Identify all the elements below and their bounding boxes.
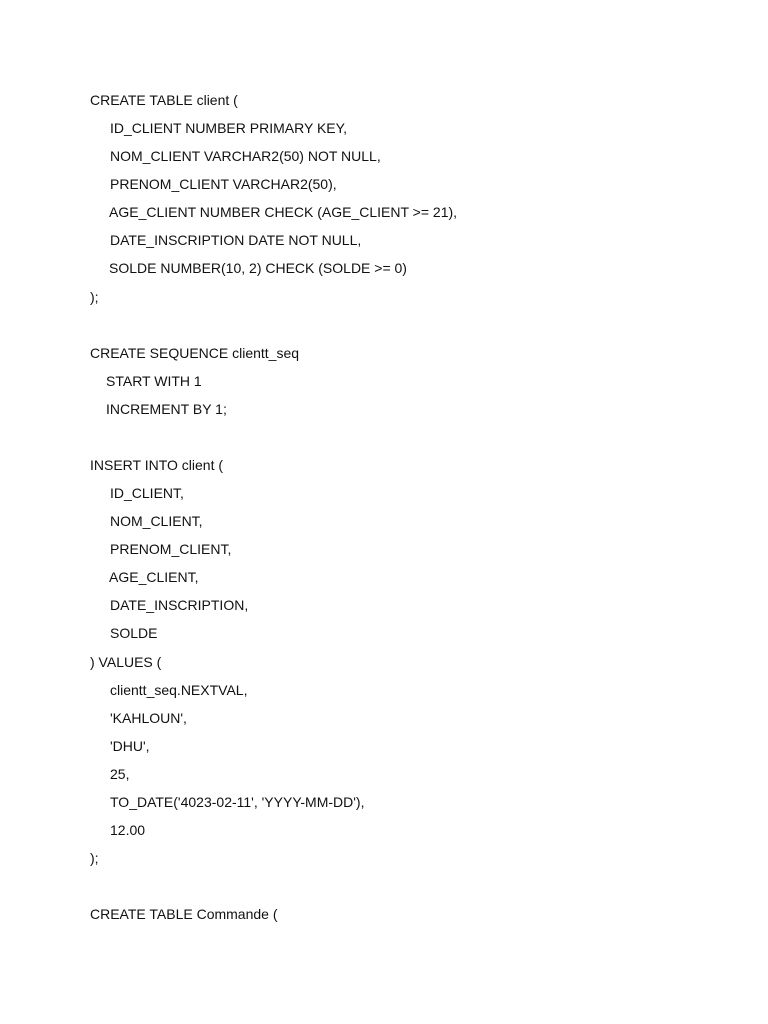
- code-line: DATE_INSCRIPTION,: [110, 597, 249, 614]
- code-line: );: [90, 288, 99, 305]
- blank-line: [0, 423, 768, 451]
- code-line: 12.00: [110, 822, 146, 839]
- code-line: SOLDE NUMBER(10, 2) CHECK (SOLDE >= 0): [109, 260, 407, 277]
- code-line: clientt_seq.NEXTVAL,: [110, 681, 248, 698]
- code-line: AGE_CLIENT NUMBER CHECK (AGE_CLIENT >= 21),: [109, 204, 458, 221]
- code-line: CREATE SEQUENCE clientt_seq: [90, 344, 300, 361]
- code-line: NOM_CLIENT VARCHAR2(50) NOT NULL,: [110, 148, 381, 165]
- code-line: ) VALUES (: [90, 653, 162, 670]
- code-line: ID_CLIENT NUMBER PRIMARY KEY,: [110, 120, 348, 137]
- code-line: PRENOM_CLIENT,: [110, 541, 232, 558]
- code-line: );: [90, 850, 99, 867]
- code-line: INSERT INTO client (: [90, 457, 224, 474]
- code-line: TO_DATE('4023-02-11', 'YYYY-MM-DD'),: [110, 793, 365, 810]
- code-line: ID_CLIENT,: [110, 485, 184, 502]
- code-line: 'KAHLOUN',: [110, 709, 187, 726]
- code-line: CREATE TABLE client (: [90, 92, 238, 108]
- code-line: PRENOM_CLIENT VARCHAR2(50),: [110, 176, 337, 193]
- code-line: 'DHU',: [110, 737, 150, 754]
- code-line: START WITH 1: [106, 372, 202, 389]
- sql-code-block: [0, 86, 768, 928]
- code-line: AGE_CLIENT,: [109, 569, 199, 586]
- code-line: DATE_INSCRIPTION DATE NOT NULL,: [110, 232, 362, 249]
- blank-line: [0, 311, 768, 339]
- blank-line: [0, 872, 768, 900]
- code-line: CREATE TABLE Commande (: [90, 906, 278, 923]
- code-line: SOLDE: [110, 625, 158, 642]
- code-line: NOM_CLIENT,: [110, 513, 203, 530]
- code-line: 25,: [110, 765, 130, 782]
- code-line: INCREMENT BY 1;: [106, 400, 227, 417]
